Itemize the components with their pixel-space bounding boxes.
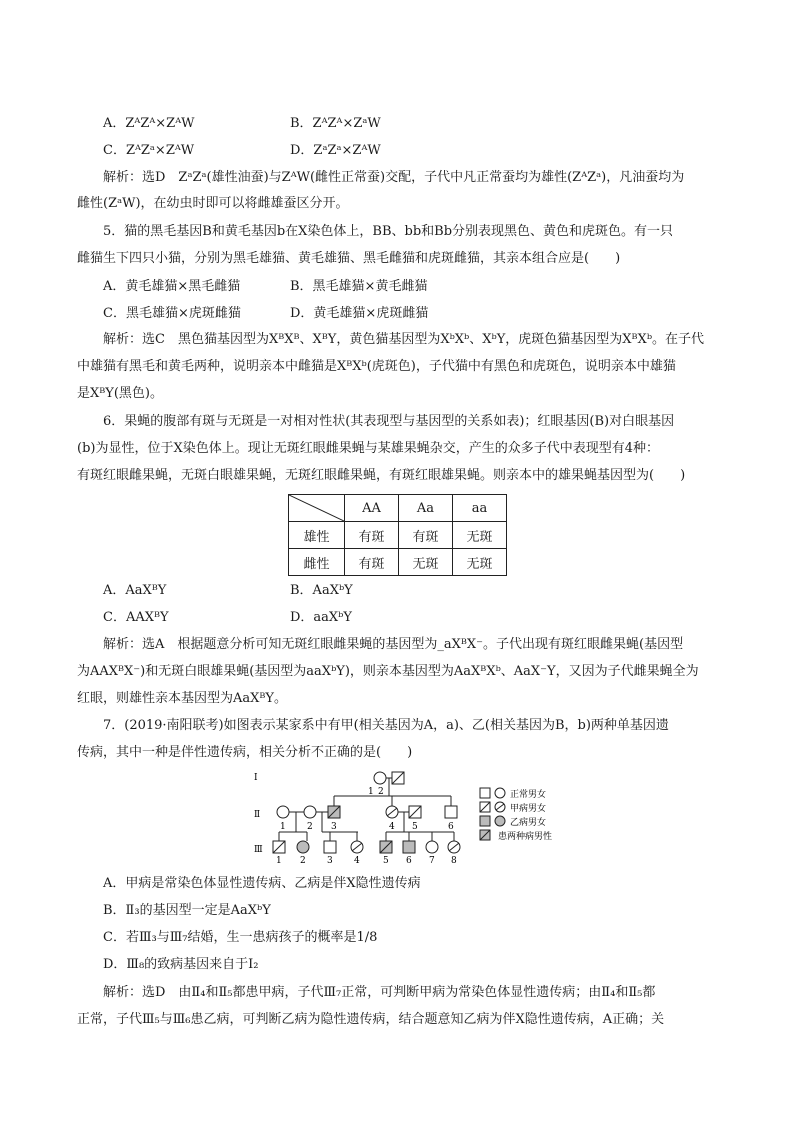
gen2-female-2 (304, 806, 316, 818)
legend-label: 乙病男女 (510, 818, 547, 828)
gen1-female-1 (374, 772, 386, 784)
gen-label-1: I (254, 773, 258, 783)
table-header-row (289, 495, 507, 522)
legend-normal-female (495, 788, 505, 798)
table-header-cell: AA (345, 495, 399, 522)
legend-label: 甲病男女 (510, 804, 547, 814)
gen2-num: 6 (448, 822, 454, 832)
table-header-cell: aa (453, 495, 507, 522)
q6-stem-line-2: (b)为显性，位于X染色体上。现让无斑红眼雌果蝇与某雄果蝇杂交，产生的众多子代中表现型有4种： (77, 441, 659, 456)
q5-analysis-line-2: 中雄猫有黑毛和黄毛两种，说明亲本中雌猫是XᴮXᵇ(虎斑色)，子代猫中有黑色和虎斑色，说明亲本中雄猫 (77, 359, 676, 374)
q7-option-b: B．Ⅱ₃的基因型一定是AaXᵇY (103, 903, 271, 918)
q6-stem-line-3: 有斑红眼雌果蝇，无斑白眼雄果蝇，无斑红眼雌果蝇，有斑红眼雄果蝇。则亲本中的雄果蝇基因型为( ) (77, 468, 686, 483)
table-cell: 无斑 (453, 522, 507, 549)
q6-option-a: A．AaXᴮY (103, 583, 167, 598)
genotype-table (288, 494, 507, 576)
table-cell: 有斑 (399, 522, 453, 549)
q5-option-d: D．黄毛雄猫×虎斑雌猫 (290, 306, 429, 321)
q5-option-b: B．黑毛雄猫×黄毛雌猫 (290, 279, 428, 294)
table-cell: 无斑 (453, 549, 507, 576)
gen2-num: 3 (331, 822, 337, 832)
gen1-num: 1 (368, 787, 374, 797)
q6-analysis-line-2: 为AAXᴮX⁻)和无斑白眼雄果蝇(基因型为aaXᵇY)，则亲本基因型为AaXᴮXᵇ、AaX⁻Y，又因为子代雌果蝇全为 (77, 664, 699, 679)
q7-analysis-line-2: 正常，子代Ⅲ₅与Ⅲ₆患乙病，可判断乙病为隐性遗传病，结合题意知乙病为伴X隐性遗传病，A正确；关 (77, 1012, 665, 1027)
q4-analysis-line-1: 解析：选D ZᵃZᵃ(雄性油蚕)与ZᴬW(雌性正常蚕)交配，子代中凡正常蚕均为雄性(ZᴬZᵃ)，凡油蚕均为 (103, 170, 685, 185)
gen3-num: 5 (383, 856, 389, 866)
table-corner-cell (289, 495, 345, 522)
gen2-num: 4 (389, 822, 395, 832)
gen3-num: 1 (276, 856, 282, 866)
gen2-num: 1 (280, 822, 286, 832)
gen2-num: 2 (307, 822, 313, 832)
q6-analysis-line-3: 红眼，则雄性亲本基因型为AaXᴮY。 (77, 691, 287, 706)
table-header-cell: Aa (399, 495, 453, 522)
q4-option-a: A．ZᴬZᴬ×ZᴬW (103, 116, 195, 131)
legend-yi-male (480, 816, 490, 826)
q5-stem-line-1: 5．猫的黑毛基因B和黄毛基因b在X染色体上，BB、bb和Bb分别表现黑色、黄色和虎斑色。有一只 (103, 224, 674, 239)
gen3-num: 7 (429, 856, 435, 866)
gen2-num: 5 (412, 822, 418, 832)
q5-stem-line-2: 雌猫生下四只小猫，分别为黑毛雄猫、黄毛雄猫、黑毛雌猫和虎斑雌猫，其亲本组合应是( ) (77, 251, 621, 266)
gen3-num: 3 (327, 856, 333, 866)
gen3-num: 8 (451, 856, 457, 866)
table-row (289, 549, 507, 576)
gen3-male-3 (324, 841, 336, 853)
q5-option-c: C．黑毛雄猫×虎斑雌猫 (103, 306, 241, 321)
q5-analysis-line-1: 解析：选C 黑色猫基因型为XᴮXᴮ、XᴮY，黄色猫基因型为XᵇXᵇ、XᵇY，虎斑色猫基因型为XᴮXᵇ。在子代 (103, 332, 705, 347)
q4-option-c: C．ZᴬZᵃ×ZᴬW (103, 143, 195, 158)
table-row-label: 雄性 (289, 522, 345, 549)
diagonal-line (289, 495, 344, 521)
table-cell: 有斑 (345, 522, 399, 549)
gen1-num: 2 (378, 787, 384, 797)
legend-label: 正常男女 (510, 790, 547, 800)
q4-option-d: D．ZᵃZᵃ×ZᴬW (290, 143, 381, 158)
gen3-num: 6 (406, 856, 412, 866)
q7-stem-line-2: 传病，其中一种是伴性遗传病，相关分析不正确的是( ) (77, 745, 413, 760)
legend-label: 患两种病男性 (498, 832, 553, 842)
gen3-male-6 (403, 841, 415, 853)
gen3-female-7 (426, 841, 438, 853)
q4-option-b: B．ZᴬZᴬ×ZᵃW (290, 116, 381, 131)
legend-yi-female (495, 816, 505, 826)
gen3-female-2 (297, 841, 309, 853)
gen3-num: 4 (354, 856, 360, 866)
q6-option-d: D．aaXᵇY (290, 610, 352, 625)
q6-stem-line-1: 6．果蝇的腹部有斑与无斑是一对相对性状(其表现型与基因型的关系如表)；红眼基因(B)对白眼基因 (103, 414, 675, 429)
gen3-num: 2 (300, 856, 306, 866)
q7-option-c: C．若Ⅲ₃与Ⅲ₇结婚，生一患病孩子的概率是1/8 (103, 930, 378, 945)
legend-normal-male (480, 788, 490, 798)
gen2-male-6 (445, 806, 457, 818)
gen-label-3: Ⅲ (254, 845, 263, 855)
q7-option-d: D．Ⅲ₈的致病基因来自于Ⅰ₂ (103, 957, 259, 972)
q6-analysis-line-1: 解析：选A 根据题意分析可知无斑红眼雌果蝇的基因型为_aXᴮX⁻。子代出现有斑红眼雌果蝇(基因型 (103, 637, 684, 652)
q5-analysis-line-3: 是XᴮY(黑色)。 (77, 386, 163, 401)
gen-label-2: Ⅱ (254, 810, 261, 820)
q7-stem-line-1: 7．(2019·南阳联考)如图表示某家系中有甲(相关基因为A，a)、乙(相关基因为B，b)两种单基因遗 (103, 718, 669, 733)
pedigree-chart (250, 768, 580, 866)
gen2-female-1 (277, 806, 289, 818)
q7-analysis-line-1: 解析：选D 由Ⅱ₄和Ⅱ₅都患甲病，子代Ⅲ₇正常，可判断甲病为常染色体显性遗传病；由Ⅱ₄和Ⅱ₅都 (103, 985, 656, 1000)
table-row (289, 522, 507, 549)
table-cell: 有斑 (345, 549, 399, 576)
q4-analysis-line-2: 雌性(ZᵃW)，在幼虫时即可以将雌雄蚕区分开。 (77, 196, 349, 211)
q7-option-a: A．甲病是常染色体显性遗传病、乙病是伴X隐性遗传病 (103, 876, 421, 891)
q6-option-c: C．AAXᴮY (103, 610, 169, 625)
table-cell: 无斑 (399, 549, 453, 576)
q5-option-a: A．黄毛雄猫×黑毛雌猫 (103, 279, 241, 294)
table-row-label: 雌性 (289, 549, 345, 576)
q6-option-b: B．AaXᵇY (290, 583, 353, 598)
